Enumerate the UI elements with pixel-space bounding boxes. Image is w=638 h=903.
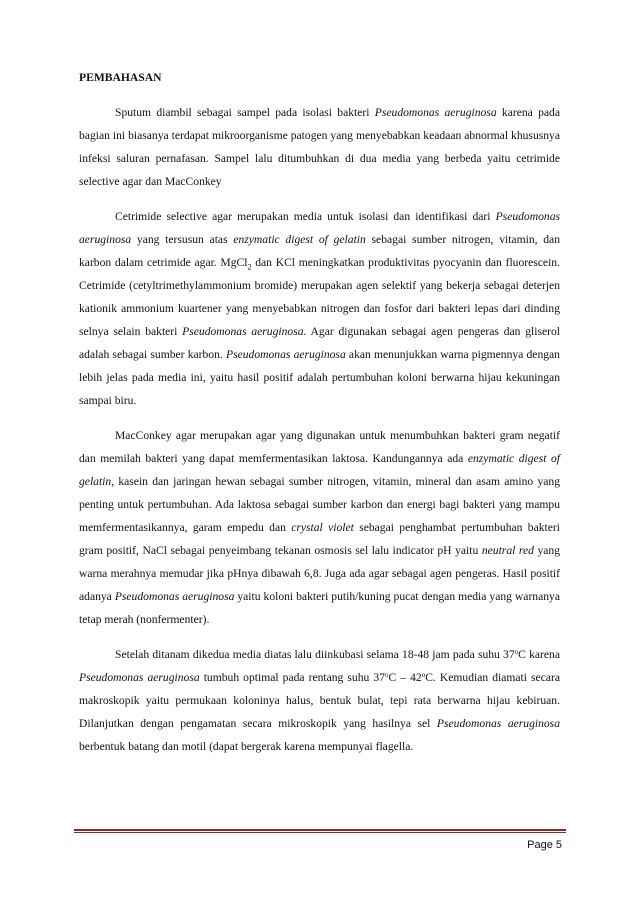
- species-name: Pseudomonas aeruginosa: [79, 671, 200, 684]
- text-run: dan KCl meningkatkan produktivitas pyocyanin dan fluorescein. Cetrimide (cetyltrimethylammonium bromide) merupakan agen selektif yang bekerja sebagai deterjen kationik ammonium kuartener yang menyebabkan nitrogen dan fosfor dari bakteri lepas dari dinding selnya selain bakteri: [79, 256, 560, 338]
- species-name: Pseudomonas aeruginosa: [225, 348, 346, 361]
- section-heading: PEMBAHASAN: [79, 71, 162, 84]
- paragraph-incubation: [79, 643, 560, 758]
- subscript: 2: [247, 262, 252, 272]
- italic-term: enzymatic digest of gelatin,: [79, 452, 560, 488]
- text-run: MacConkey agar merupakan agar yang digunakan untuk menumbuhkan bakteri gram negatif dan memilah bakteri yang dapat memfermentasikan laktosa. Kandungannya ada: [79, 429, 560, 465]
- text-run: yaitu koloni bakteri putih/kuning pucat dengan media yang warnanya tetap merah (nonfermenter).: [79, 590, 560, 626]
- text-run: sebagai sumber nitrogen, vitamin, dan karbon dalam cetrimide agar. MgCl: [79, 233, 560, 269]
- footer-rule: [74, 829, 566, 831]
- species-name: Pseudomonas aeruginosa.: [182, 325, 307, 338]
- italic-term: enzymatic digest of gelatin: [233, 233, 366, 246]
- degree-superscript: o: [421, 671, 426, 679]
- text-run: C – 42: [388, 671, 422, 684]
- text-run: C karena: [518, 648, 560, 661]
- text-run: sebagai penghambat pertumbuhan bakteri gram positif, NaCl sebagai penyeimbang tekanan osmosis sel lalu indicator pH yaitu: [79, 521, 560, 557]
- text-run: tumbuh optimal pada rentang suhu 37: [199, 671, 385, 684]
- text-run: C. Kemudian diamati secara makroskopik yaitu permukaan koloninya halus, bentuk bulat, tepi rata berwarna hijau kebiruan. Dilanjutkan dengan pengamatan secara mikroskopik yang hasilnya sel: [79, 671, 560, 730]
- species-name: Pseudomonas aeruginosa: [374, 106, 497, 119]
- text-run: Agar digunakan sebagai agen pengeras dan gliserol adalah sebagai sumber karbon.: [79, 325, 561, 361]
- page-body: [79, 66, 560, 770]
- degree-superscript: o: [384, 671, 389, 679]
- paragraph-macconkey: [79, 424, 560, 631]
- paragraph-cetrimide: [79, 205, 560, 412]
- degree-superscript: o: [514, 648, 519, 656]
- species-name: Pseudomonas aeruginosa: [436, 717, 560, 730]
- text-run: kasein dan jaringan hewan sebagai sumber nitrogen, vitamin, mineral dan asam amino yang penting untuk pertumbuhan. Ada laktosa sebagai sumber karbon dan energi bagi bakteri yang mampu memfermentasikannya, garam empedu dan: [79, 475, 560, 534]
- italic-term: neutral red: [481, 544, 534, 557]
- footer-rule-thin: [74, 832, 566, 833]
- text-run: karena pada bagian ini biasanya terdapat mikroorganisme patogen yang menyebabkan keadaan abnormal khususnya infeksi saluran pernafasan. Sampel lalu ditumbuhkan di dua media yang berbeda yaitu cetrimide selective agar dan MacConkey: [79, 106, 560, 188]
- text-run: berbentuk batang dan motil (dapat bergerak karena mempunyai flagella.: [79, 740, 414, 753]
- text-run: Setelah ditanam dikedua media diatas lalu diinkubasi selama 18-48 jam pada suhu 37: [115, 648, 515, 661]
- paragraph-sputum: [79, 101, 560, 193]
- text-run: Sputum diambil sebagai sampel pada isolasi bakteri: [115, 106, 375, 119]
- text-run: yang tersusun atas: [131, 233, 234, 246]
- species-name: Pseudomonas aeruginosa: [114, 590, 235, 603]
- text-run: akan menunjukkan warna pigmennya dengan lebih jelas pada media ini, yaitu hasil positif adalah pertumbuhan koloni berwarna hijau kekuningan sampai biru.: [79, 348, 560, 407]
- text-run: yang warna merahnya memudar jika pHnya dibawah 6,8. Juga ada agar sebagai agen pengeras. Hasil positif adanya: [79, 544, 560, 603]
- species-name: Pseudomonas aeruginosa: [79, 210, 560, 246]
- page-number: Page 5: [527, 839, 562, 851]
- text-run: Cetrimide selective agar merupakan media untuk isolasi dan identifikasi dari: [115, 210, 496, 223]
- italic-term: crystal violet: [291, 521, 354, 534]
